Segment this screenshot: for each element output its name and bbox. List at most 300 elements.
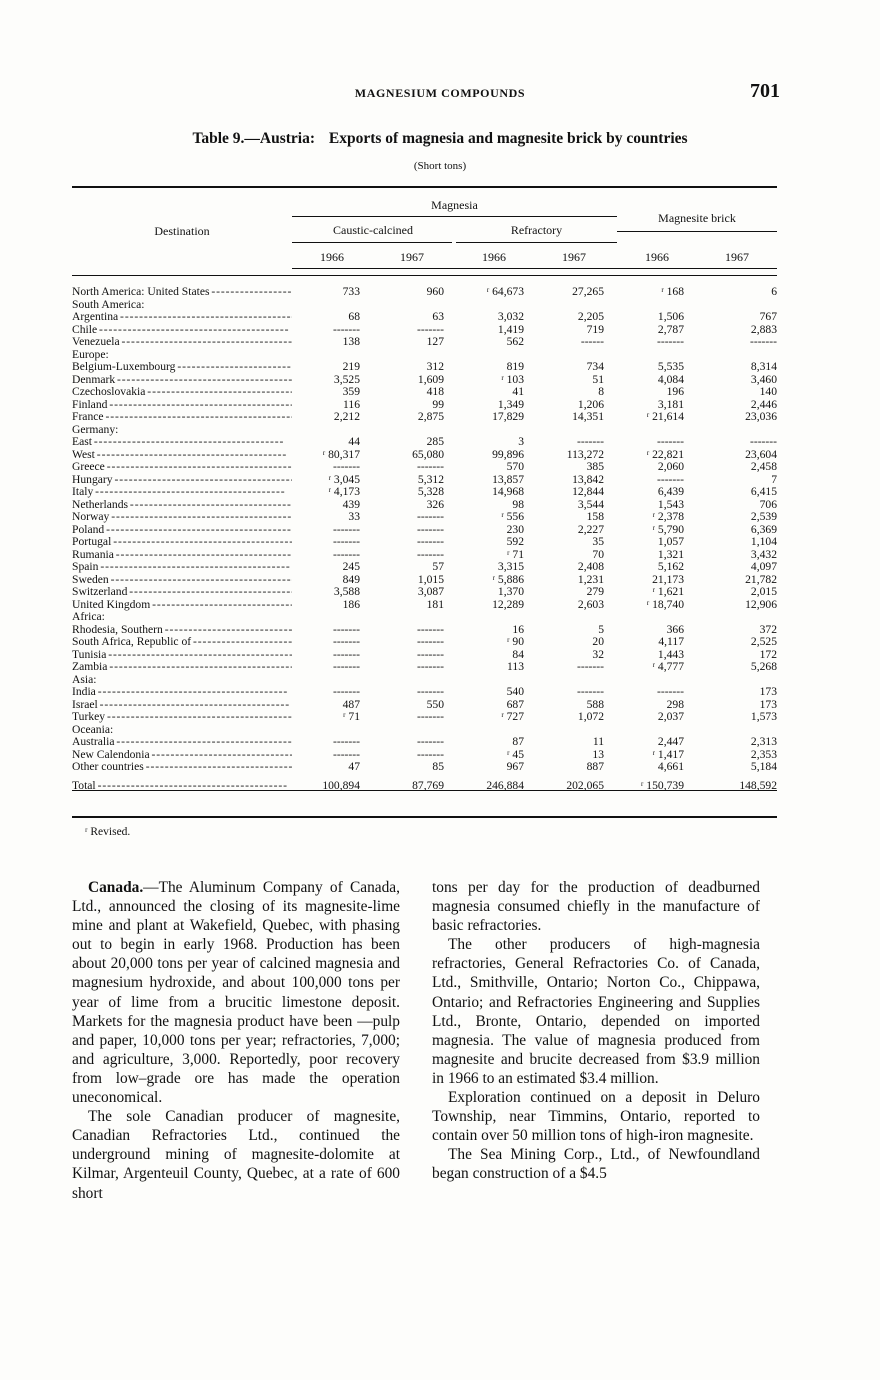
destination-cell [72, 611, 292, 624]
destination-label: South Africa, Republic of - - - [72, 636, 292, 649]
destination-label: Tunisia - - - [72, 649, 292, 662]
destination-label: Sweden - - - [72, 574, 292, 587]
value-cell: ------- [416, 748, 444, 761]
table-row [72, 549, 777, 562]
value-cell: ʳ 168 [661, 286, 684, 298]
year-header: 1967 [725, 250, 749, 264]
table-row [72, 761, 777, 774]
value-cell: 41 [512, 386, 524, 398]
value-cell: ------- [656, 473, 684, 486]
value-cell [292, 349, 360, 362]
value-cell: ʳ 4,777 [652, 661, 684, 673]
value-cell: 87,769 [412, 778, 444, 792]
destination-cell [72, 511, 292, 524]
value-cell: ʳ 21,614 [646, 411, 684, 423]
destination-label: Poland - - - [72, 524, 292, 537]
value-cell: 23,604 [745, 448, 777, 461]
value-cell: 99 [432, 398, 444, 411]
destination-cell [72, 711, 292, 724]
destination-label: Hungary - - - [72, 474, 292, 487]
destination-label: South America: [72, 298, 145, 311]
value-cell: 219 [342, 361, 360, 373]
value-cell: 33 [348, 511, 360, 523]
value-cell: 3,315 [497, 561, 524, 573]
table-row [72, 636, 777, 649]
value-cell [292, 299, 360, 312]
destination-cell [72, 311, 292, 324]
value-cell: 202,065 [566, 778, 604, 792]
destination-label: Other countries - - - [72, 761, 292, 774]
value-cell [444, 349, 524, 362]
value-cell: ------- [656, 436, 684, 448]
destination-label: Australia - - - [72, 736, 292, 749]
value-cell: 849 [342, 573, 360, 586]
table-row [72, 586, 777, 599]
value-cell: 5,535 [657, 361, 684, 373]
value-cell: 13,842 [572, 473, 604, 486]
value-cell: 27,265 [572, 286, 604, 298]
total-rule [72, 790, 777, 791]
value-cell: 230 [506, 523, 524, 536]
value-cell: ʳ 71 [342, 711, 360, 723]
value-cell: 3,525 [333, 373, 360, 386]
destination-cell [72, 411, 292, 424]
refractory-rule [456, 242, 617, 243]
value-cell [604, 611, 684, 624]
value-cell: 181 [426, 598, 444, 611]
header-magnesite-brick: Magnesite brick [658, 211, 736, 225]
value-cell: 3,087 [417, 586, 444, 598]
header-caustic-calcined: Caustic-calcined [333, 223, 413, 237]
value-cell: 960 [426, 286, 444, 298]
table-row [72, 599, 777, 612]
value-cell: 734 [586, 361, 604, 373]
table-row [72, 349, 777, 362]
value-cell [684, 299, 777, 312]
paragraph-head: Canada. [88, 879, 144, 896]
value-cell: ʳ 22,821 [646, 448, 684, 461]
value-cell: 2,205 [577, 311, 604, 323]
value-cell: 14,968 [492, 486, 524, 498]
value-cell: 84 [512, 648, 524, 661]
value-cell: 5,328 [417, 486, 444, 498]
destination-cell [72, 461, 292, 474]
table-bottom-rule [72, 816, 777, 818]
value-cell: 2,408 [577, 561, 604, 573]
destination-cell [72, 624, 292, 637]
paragraph: The sole Canadian producer of magnesite, Canadian Refractories Ltd., continued the underground mining of magnesite-dolomite at Kilmar, Argenteuil County, Quebec, at a rate of 600 short [72, 1108, 400, 1202]
destination-label: Africa: [72, 611, 105, 623]
value-cell: 298 [666, 698, 684, 711]
value-cell: ------- [749, 336, 777, 348]
value-cell: 592 [506, 536, 524, 548]
value-cell [360, 424, 444, 437]
destination-cell [72, 499, 292, 512]
value-cell: 1,573 [750, 711, 777, 723]
value-cell: 2,227 [577, 523, 604, 536]
value-cell: 2,353 [750, 748, 777, 761]
exports-table-body [72, 286, 777, 792]
value-cell [524, 424, 604, 437]
value-cell: 1,443 [657, 648, 684, 661]
value-cell: 100,894 [322, 778, 360, 792]
value-cell: 719 [586, 323, 604, 336]
destination-cell [72, 649, 292, 662]
table-row [72, 286, 777, 299]
value-cell: 70 [592, 548, 604, 561]
table-row [72, 661, 777, 674]
value-cell: 285 [426, 436, 444, 448]
table-top-rule [72, 186, 777, 188]
value-cell: ------- [416, 711, 444, 723]
destination-label: Norway - - - [72, 511, 292, 524]
value-cell: 372 [759, 623, 777, 636]
value-cell: 2,875 [417, 411, 444, 423]
table-row [72, 736, 777, 749]
value-cell: 2,037 [657, 711, 684, 723]
value-cell: 16 [512, 623, 524, 636]
value-cell: ------- [332, 523, 360, 536]
table-row [72, 411, 777, 424]
value-cell: 819 [506, 361, 524, 373]
destination-label: Spain - - - [72, 561, 289, 574]
destination-label: West - - - [72, 449, 285, 462]
value-cell: 2,539 [750, 511, 777, 523]
value-cell: ʳ 1,417 [652, 748, 684, 761]
value-cell: ------- [332, 648, 360, 661]
value-cell: ʳ 5,790 [652, 523, 684, 536]
table-row [72, 699, 777, 712]
value-cell: 3,460 [750, 373, 777, 386]
value-cell: ------- [416, 648, 444, 661]
value-cell [684, 611, 777, 624]
value-cell: 148,592 [739, 778, 777, 792]
value-cell: 550 [426, 698, 444, 711]
paragraph: Exploration continued on a deposit in Deluro Township, near Timmins, Ontario, reported to contain over 50 million tons of high-iron magnesite. [432, 1089, 760, 1145]
destination-cell [72, 524, 292, 537]
year-header: 1967 [562, 250, 586, 264]
destination-cell [72, 574, 292, 587]
value-cell: 173 [759, 686, 777, 698]
value-cell: 3,432 [750, 548, 777, 561]
value-cell [444, 724, 524, 737]
table-row [72, 574, 777, 587]
value-cell: 21,173 [652, 573, 684, 586]
value-cell: 3,032 [497, 311, 524, 323]
value-cell: 68 [348, 311, 360, 323]
value-cell: 439 [342, 498, 360, 511]
table-row [72, 336, 777, 349]
value-cell: ------- [332, 536, 360, 548]
table-row [72, 536, 777, 549]
value-cell: 246,884 [486, 778, 524, 792]
destination-label: Denmark - - - [72, 374, 292, 387]
destination-cell [72, 399, 292, 412]
destination-cell [72, 349, 292, 362]
value-cell: 588 [586, 698, 604, 711]
value-cell: 116 [343, 398, 360, 411]
value-cell: 6 [771, 286, 777, 298]
value-cell: 562 [506, 336, 524, 348]
value-cell: ------- [416, 461, 444, 473]
value-cell: ʳ 90 [506, 636, 524, 648]
value-cell [684, 674, 777, 687]
table-row [72, 436, 777, 449]
value-cell: 1,419 [497, 323, 524, 336]
value-cell: 2,015 [750, 586, 777, 598]
value-cell: ʳ 4,173 [328, 486, 360, 498]
value-cell: 17,829 [492, 411, 524, 423]
value-cell: 3,544 [577, 498, 604, 511]
table-row [72, 524, 777, 537]
value-cell: 14,351 [572, 411, 604, 423]
value-cell: 2,458 [750, 461, 777, 473]
header-refractory: Refractory [510, 223, 563, 237]
year-header: 1966 [645, 250, 669, 264]
value-cell: ------- [416, 523, 444, 536]
destination-label: United Kingdom - - - [72, 599, 292, 612]
running-head-title: MAGNESIUM COMPOUNDS [354, 86, 526, 100]
table-row [72, 399, 777, 412]
year-header: 1966 [482, 250, 506, 264]
value-cell [444, 674, 524, 687]
value-cell: ------- [416, 686, 444, 698]
destination-cell [72, 424, 292, 437]
destination-label: Rumania - - - [72, 549, 292, 562]
value-cell: 2,525 [750, 636, 777, 648]
table-row [72, 511, 777, 524]
destination-cell [72, 686, 292, 699]
destination-label: Netherlands - - - [72, 499, 292, 512]
destination-label: Rhodesia, Southern - - - [72, 624, 292, 637]
destination-label: Total - - - [72, 780, 286, 793]
value-cell: ------- [416, 736, 444, 748]
value-cell: 3,588 [333, 586, 360, 598]
value-cell: 1,015 [417, 573, 444, 586]
value-cell: 186 [342, 598, 360, 611]
table-row [72, 361, 777, 374]
value-cell: 733 [342, 286, 360, 298]
value-cell: 570 [506, 461, 524, 473]
table-row [72, 424, 777, 437]
destination-cell [72, 474, 292, 487]
value-cell: 51 [592, 373, 604, 386]
destination-cell [72, 361, 292, 374]
table-row [72, 386, 777, 399]
value-cell [604, 724, 684, 737]
value-cell: 57 [432, 561, 444, 573]
value-cell: ------- [332, 636, 360, 648]
value-cell [360, 299, 444, 312]
value-cell: 418 [426, 386, 444, 398]
destination-cell [72, 586, 292, 599]
value-cell: 5,184 [750, 761, 777, 773]
paragraph: The Sea Mining Corp., Ltd., of Newfoundland began construction of a $4.5 [432, 1146, 760, 1183]
destination-label: Finland - - - [72, 399, 292, 412]
value-cell: 20 [592, 636, 604, 648]
value-cell [360, 724, 444, 737]
value-cell: 12,289 [492, 598, 524, 611]
destination-label: Argentina - - - [72, 311, 292, 324]
value-cell: ʳ 71 [506, 548, 524, 561]
table-row [72, 311, 777, 324]
table-row [72, 711, 777, 724]
table-title [0, 130, 880, 148]
value-cell: 140 [759, 386, 777, 398]
value-cell: 6,415 [750, 486, 777, 498]
header-magnesia: Magnesia [431, 198, 478, 212]
destination-label: Venezuela - - - [72, 336, 292, 349]
table-row [72, 624, 777, 637]
destination-cell [72, 736, 292, 749]
destination-label: Chile - - - [72, 324, 288, 337]
table-row [72, 674, 777, 687]
value-cell: ------- [332, 461, 360, 473]
destination-cell [72, 549, 292, 562]
value-cell: 138 [342, 336, 360, 348]
destination-cell [72, 486, 292, 499]
value-cell: 99,896 [492, 448, 524, 461]
value-cell: 1,321 [657, 548, 684, 561]
value-cell [444, 299, 524, 312]
year-rule [292, 268, 777, 269]
value-cell: 2,313 [750, 736, 777, 748]
destination-cell [72, 374, 292, 387]
value-cell: 2,060 [657, 461, 684, 473]
value-cell: 63 [432, 311, 444, 323]
value-cell: ------- [656, 686, 684, 698]
brick-rule [617, 231, 777, 232]
value-cell: 3,181 [657, 398, 684, 411]
value-cell: 687 [506, 698, 524, 711]
value-cell: 1,543 [657, 498, 684, 511]
table-row [72, 749, 777, 762]
value-cell: 2,787 [657, 323, 684, 336]
value-cell: 8 [598, 386, 604, 398]
value-cell [444, 424, 524, 437]
value-cell: ʳ 727 [501, 711, 524, 723]
value-cell: ------- [416, 548, 444, 561]
value-cell: 44 [348, 436, 360, 448]
table-row [72, 299, 777, 312]
value-cell: ------- [416, 623, 444, 636]
destination-label: France - - - [72, 411, 292, 424]
value-cell [524, 674, 604, 687]
paragraph: tons per day for the production of deadburned magnesia consumed chiefly in the manufacture of basic refractories. [432, 879, 760, 935]
paragraph: The other producers of high-magnesia refractories, General Refractories Co. of Canada, Ltd., Smithville, Ontario; Norton Co., Chippawa, Ontario; and Refractories Engineering and Supplies Ltd., Bronte, Ontario, depended on imported magnesia. The value of magnesia produced from magnesite and brucite decreased from $3.9 million in 1966 to an estimated $3.4 million. [432, 936, 760, 1087]
value-cell [360, 674, 444, 687]
value-cell: 767 [759, 311, 777, 323]
value-cell: 172 [759, 648, 777, 661]
table-row [72, 449, 777, 462]
table-row [72, 474, 777, 487]
destination-label: Italy - - - [72, 486, 284, 499]
value-cell [292, 674, 360, 687]
table-row [72, 649, 777, 662]
value-cell: 21,782 [745, 573, 777, 586]
value-cell: ------- [332, 686, 360, 698]
value-cell: 4,084 [657, 373, 684, 386]
value-cell: ------- [576, 661, 604, 673]
destination-label: Oceania: [72, 723, 114, 736]
table-row [72, 611, 777, 624]
year-header: 1966 [320, 250, 344, 264]
value-cell: 2,447 [657, 736, 684, 748]
value-cell: 487 [342, 698, 360, 711]
value-cell: 35 [592, 536, 604, 548]
value-cell: 385 [586, 461, 604, 473]
value-cell: 1,072 [577, 711, 604, 723]
value-cell: ------- [332, 736, 360, 748]
value-cell [604, 424, 684, 437]
value-cell: ------- [576, 436, 604, 448]
value-cell: ------- [332, 548, 360, 561]
value-cell: ʳ 1,621 [652, 586, 684, 598]
value-cell: ------- [749, 436, 777, 448]
value-cell: 1,206 [577, 398, 604, 411]
value-cell: 887 [586, 761, 604, 773]
text-column-right [432, 878, 760, 1184]
destination-label: East - - - [72, 436, 282, 449]
magnesia-rule [292, 216, 617, 217]
destination-cell [72, 299, 292, 312]
value-cell: 1,104 [750, 536, 777, 548]
value-cell: ------- [332, 661, 360, 673]
value-cell [684, 349, 777, 362]
value-cell [684, 424, 777, 437]
value-cell: ʳ 2,378 [652, 511, 684, 523]
destination-cell [72, 436, 292, 449]
value-cell: 87 [512, 736, 524, 748]
destination-cell [72, 674, 292, 687]
value-cell: 113 [507, 661, 524, 673]
paragraph [72, 878, 400, 1107]
value-cell: 85 [432, 761, 444, 773]
value-cell: 279 [586, 586, 604, 598]
destination-cell [72, 661, 292, 674]
destination-cell [72, 324, 292, 337]
value-cell: 196 [666, 386, 684, 398]
value-cell: 326 [426, 498, 444, 511]
value-cell: 2,446 [750, 398, 777, 411]
value-cell: 4,097 [750, 561, 777, 573]
destination-label: North America: United States - - - [72, 286, 292, 299]
running-head [0, 80, 880, 108]
value-cell: 540 [506, 686, 524, 698]
table-row [72, 461, 777, 474]
value-cell: 98 [512, 498, 524, 511]
value-cell: ------- [332, 623, 360, 636]
value-cell [524, 299, 604, 312]
text-column-left [72, 878, 400, 1203]
value-cell: 12,906 [745, 598, 777, 611]
destination-cell [72, 761, 292, 774]
value-cell [524, 349, 604, 362]
value-cell: ʳ 556 [501, 511, 524, 523]
value-cell: 245 [342, 561, 360, 573]
value-cell: 4,117 [658, 636, 684, 648]
value-cell: ʳ 80,317 [322, 448, 360, 461]
destination-label: Europe: [72, 348, 109, 361]
value-cell: 127 [426, 336, 444, 348]
destination-cell [72, 599, 292, 612]
value-cell: 2,212 [333, 411, 360, 423]
value-cell [292, 611, 360, 624]
value-cell: 1,370 [497, 586, 524, 598]
value-cell: ------ [580, 336, 604, 348]
table-row [72, 486, 777, 499]
value-cell: 13,857 [492, 473, 524, 486]
